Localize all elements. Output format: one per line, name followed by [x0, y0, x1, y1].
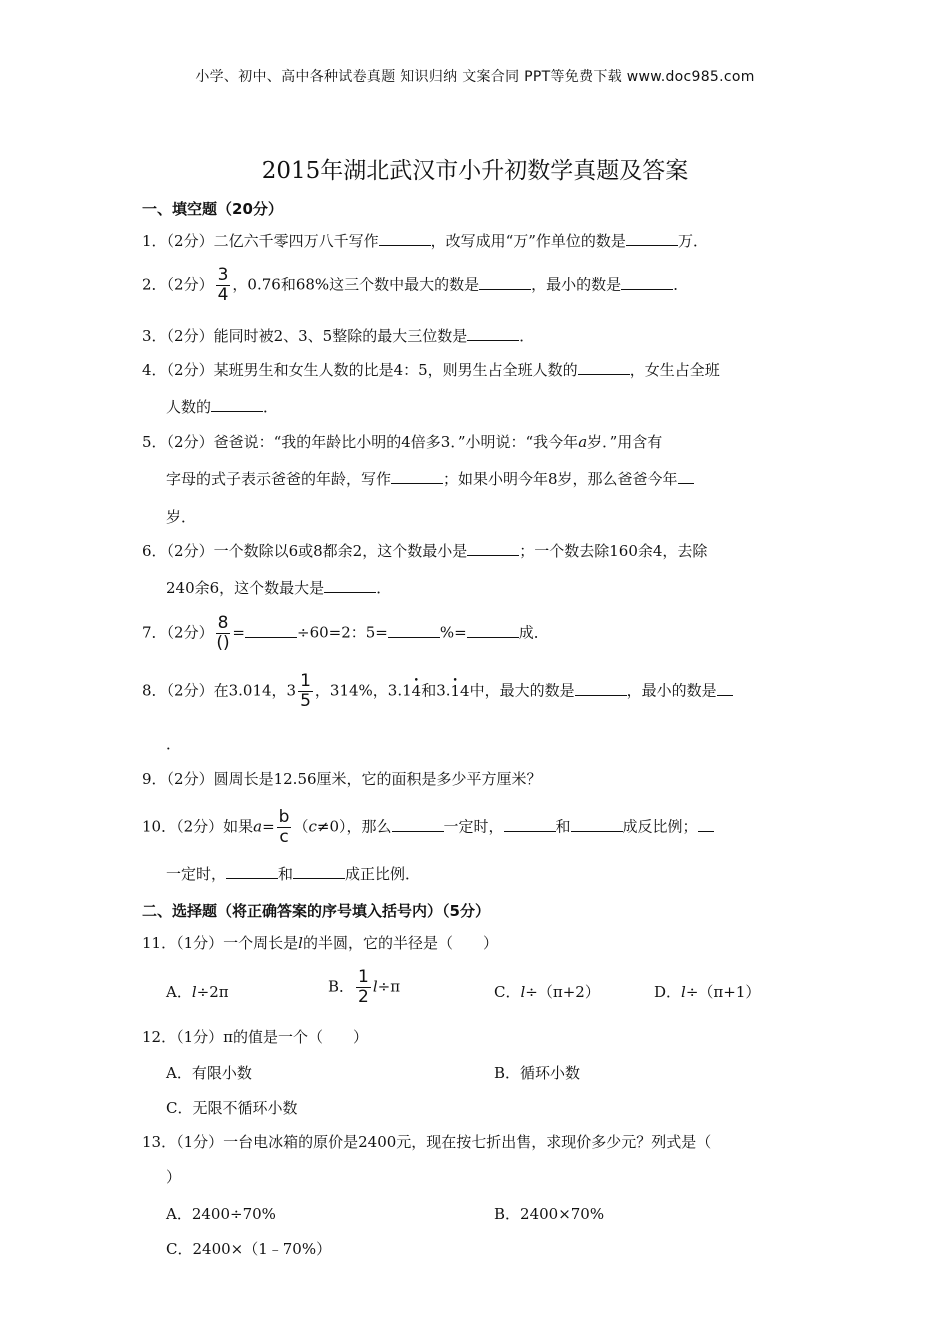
question-9: 9．（2分）圆周长是12.56厘米，它的面积是多少平方厘米？ [142, 770, 542, 788]
question-4-cont: 人数的 ． [166, 398, 279, 416]
fraction: $\frac{3}{4}$ [217, 265, 229, 305]
question-11: 11．（1分）一个周长是l的半圆，它的半径是（ ） [142, 934, 498, 952]
question-6-cont: 240余6，这个数最大是 ． [166, 579, 392, 597]
question-4: 4．（2分）某班男生和女生人数的比是4：5，则男生占全班人数的 ，女生占全班 [142, 361, 720, 379]
question-12: 12．（1分）π的值是一个（ ） [142, 1028, 368, 1046]
question-8-end: ． [166, 735, 182, 753]
q11-option-c: C．l÷（π+2） [494, 983, 600, 1001]
fraction: $\frac{8}{()}$ [216, 613, 230, 653]
question-7: 7．（2分） $\frac{8}{()}$ = ÷60=2：5= %= 成． [142, 613, 549, 653]
question-10-cont: 一定时， 和 成正比例． [166, 865, 421, 883]
question-10: 10．（2分）如果a= $\frac{b}{c}$ （c≠0），那么 一定时， 和 成反比例； [142, 808, 714, 847]
repeating-digits: • 14 [451, 681, 470, 701]
question-5-end: 岁． [166, 508, 197, 526]
q11-option-b: B． $\frac{1}{2}$ l÷π [328, 967, 401, 1007]
question-2: 2．（2分） $\frac{3}{4}$ ，0.76和68%这三个数中最大的数是 ，最小的数是 ． [142, 265, 689, 305]
site-header: 小学、初中、高中各种试卷真题 知识归纳 文案合同 PPT等免费下载 www.doc985.com [195, 69, 755, 85]
q11-option-d: D．l÷（π+1） [654, 983, 761, 1001]
q13-option-c: C．2400×（1﹣70%） [166, 1240, 332, 1258]
q13-option-b: B．2400×70% [494, 1205, 605, 1223]
fraction: $\frac{1}{2}$ [358, 967, 369, 1007]
fraction: $\frac{b}{c}$ [278, 807, 290, 847]
q11-option-a: A．l÷2π [166, 983, 229, 1001]
question-13: 13．（1分）一台电冰箱的原价是2400元，现在按七折出售，求现价多少元？列式是（ [142, 1133, 712, 1151]
q12-option-c: C．无限不循环小数 [166, 1099, 298, 1117]
question-1: 1．（2分）二亿六千零四万八千写作 ，改写成用“万”作单位的数是 万． [142, 232, 708, 250]
q12-option-b: B．循环小数 [494, 1064, 581, 1082]
question-5: 5．（2分）爸爸说：“我的年龄比小明的4倍多3．”小明说：“我今年a岁．”用含有 [142, 433, 663, 451]
fraction: $\frac{1}{5}$ [300, 671, 311, 711]
section-fill-blank: 一、填空题（20分） [142, 200, 283, 218]
question-5-cont: 字母的式子表示爸爸的年龄，写作 ；如果小明今年8岁，那么爸爸今年 [166, 469, 694, 489]
question-3: 3．（2分）能同时被2、3、5整除的最大三位数是 ． [142, 327, 535, 345]
question-6: 6．（2分）一个数除以6或8都余2，这个数最小是 ；一个数去除160余4，去除 [142, 542, 708, 560]
repeating-digit: • 4 [412, 681, 422, 701]
question-8: 8．（2分）在3.014，3 $\frac{1}{5}$ ，314%，3.1• 4和3.• 14中，最大的数是 ，最小的数是 [142, 672, 733, 711]
section-choice: 二、选择题（将正确答案的序号填入括号内）（5分） [142, 902, 490, 920]
q12-option-a: A．有限小数 [166, 1064, 252, 1082]
q13-option-a: A．2400÷70% [166, 1205, 276, 1223]
page-title: 2015年湖北武汉市小升初数学真题及答案 [261, 158, 689, 184]
question-13-end: ） [166, 1168, 182, 1186]
